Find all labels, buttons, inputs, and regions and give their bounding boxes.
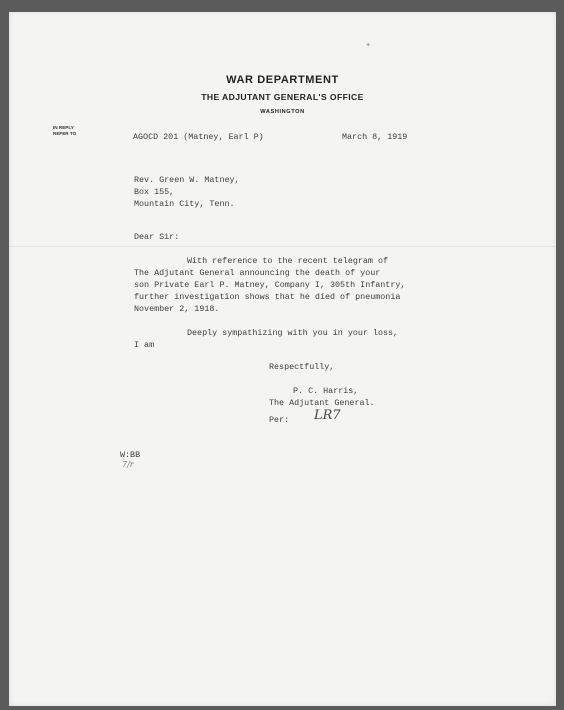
reference-number: AGOCD 201 (Matney, Earl P) (133, 132, 264, 142)
typist-initials: W:BB (120, 450, 141, 460)
address-line-1: Rev. Green W. Matney, (134, 175, 240, 185)
per-label: Per: (269, 415, 290, 425)
body-line-5: November 2, 1918. (134, 304, 220, 314)
closing: Respectfully, (269, 362, 335, 372)
paper-speck: + (366, 42, 371, 50)
letter-page (9, 12, 556, 706)
reply-label (53, 125, 76, 137)
salutation: Dear Sir: (134, 232, 180, 242)
body-line-3: son Private Earl P. Matney, Company I, 305th Infantry, (134, 280, 406, 290)
letterhead-department: WAR DEPARTMENT (226, 74, 339, 86)
address-line-2: Box 155, (134, 187, 175, 197)
address-line-3: Mountain City, Tenn. (134, 199, 235, 209)
sympathy-line: Deeply sympathizing with you in your loss, (187, 328, 399, 338)
reply-label-line-1: IN REPLY (53, 125, 74, 130)
body-line-1: With reference to the recent telegram of (187, 256, 389, 266)
i-am-line: I am (134, 340, 155, 350)
body-line-2: The Adjutant General announcing the death of your (134, 268, 381, 278)
signer-name: P. C. Harris, (293, 386, 359, 396)
per-initials-signature: LR7 (314, 408, 341, 423)
reply-label-line-2: REFER TO (53, 131, 77, 136)
body-line-4: further investigation shows that he died of pneumonia (134, 292, 401, 302)
letterhead-office: THE ADJUTANT GENERAL'S OFFICE (201, 92, 364, 102)
typist-handwritten-mark: 7/r (122, 460, 134, 469)
letterhead-city: WASHINGTON (260, 109, 305, 115)
signer-title: The Adjutant General. (269, 398, 375, 408)
letter-date: March 8, 1919 (342, 132, 408, 142)
fold-line (9, 246, 556, 247)
